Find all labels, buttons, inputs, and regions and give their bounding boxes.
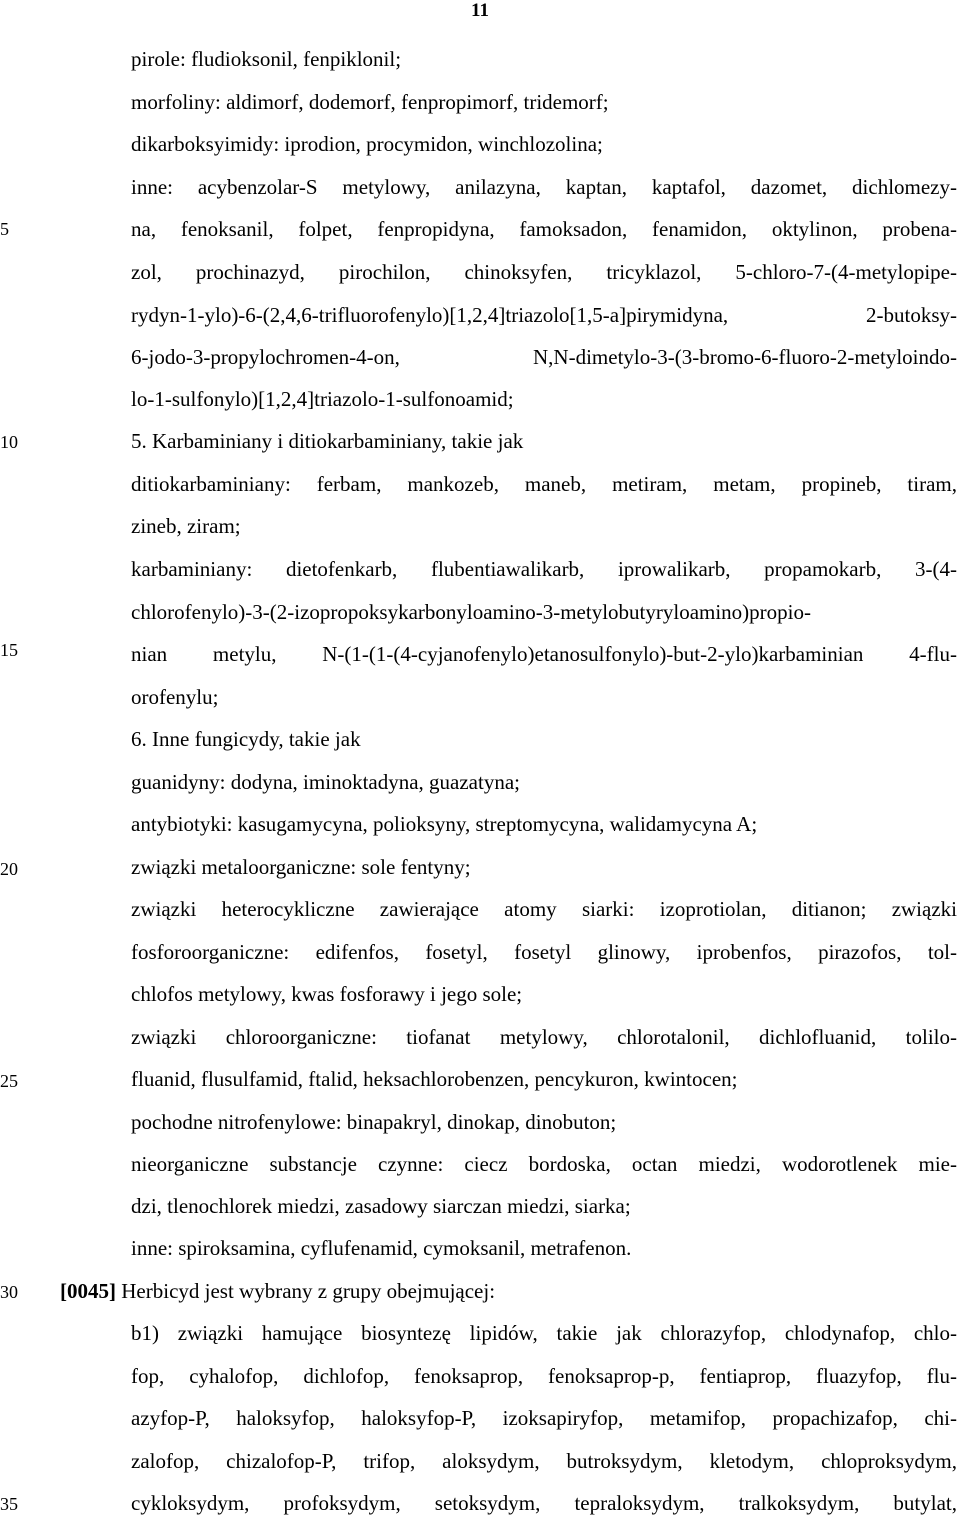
text-line: antybiotyki: kasugamycyna, polioksyny, streptomycyna, walidamycyna A; xyxy=(131,812,758,836)
text-line: ditiokarbaminiany: ferbam, mankozeb, maneb, metiram, metam, propineb, tiram, xyxy=(131,472,957,496)
section-heading: 5. Karbaminiany i ditiokarbaminiany, takie jak xyxy=(131,429,524,453)
text-line: związki heterocykliczne zawierające atomy siarki: izoprotiolan, ditianon; związki xyxy=(131,897,957,921)
text-line: 6-jodo-3-propylochromen-4-on, N,N-dimetylo-3-(3-bromo-6-fluoro-2-metyloindo- xyxy=(131,345,957,369)
paragraph-number: [0045] xyxy=(60,1279,116,1303)
text-line: guanidyny: dodyna, iminoktadyna, guazatyna; xyxy=(131,770,520,794)
text-line: inne: spiroksamina, cyflufenamid, cymoksanil, metrafenon. xyxy=(131,1236,632,1260)
text-line: dzi, tlenochlorek miedzi, zasadowy siarczan miedzi, siarka; xyxy=(131,1194,631,1218)
text-line: zol, prochinazyd, pirochilon, chinoksyfen, tricyklazol, 5-chloro-7-(4-metylopipe- xyxy=(131,260,957,284)
text-line: karbaminiany: dietofenkarb, flubentiawalikarb, iprowalikarb, propamokarb, 3-(4- xyxy=(131,557,957,581)
text-line: morfoliny: aldimorf, dodemorf, fenpropimorf, tridemorf; xyxy=(131,90,609,114)
text-line: orofenylu; xyxy=(131,685,219,709)
text-line: związki metaloorganiczne: sole fentyny; xyxy=(131,855,471,879)
text-line: zalofop, chizalofop-P, trifop, aloksydym, butroksydym, kletodym, chloproksydym, xyxy=(131,1449,957,1473)
text-line: dikarboksyimidy: iprodion, procymidon, winchlozolina; xyxy=(131,132,603,156)
text-line: azyfop-P, haloksyfop, haloksyfop-P, izoksapiryfop, metamifop, propachizafop, chi- xyxy=(131,1406,957,1430)
margin-line-number: 5 xyxy=(0,219,9,239)
text-line: fosforoorganiczne: edifenfos, fosetyl, fosetyl glinowy, iprobenfos, pirazofos, tol- xyxy=(131,940,957,964)
margin-line-number: 20 xyxy=(0,859,18,879)
paragraph-text: Herbicyd jest wybrany z grupy obejmującej: xyxy=(121,1279,496,1303)
text-line: chlorofenylo)-3-(2-izopropoksykarbonyloamino-3-metylobutyryloamino)propio- xyxy=(131,600,811,624)
margin-line-number: 30 xyxy=(0,1282,18,1302)
text-line: chlofos metylowy, kwas fosforawy i jego sole; xyxy=(131,982,523,1006)
margin-line-number: 10 xyxy=(0,432,18,452)
text-line: pochodne nitrofenylowe: binapakryl, dinokap, dinobuton; xyxy=(131,1110,617,1134)
text-line: zineb, ziram; xyxy=(131,514,241,538)
text-line: fop, cyhalofop, dichlofop, fenoksaprop, fenoksaprop-p, fentiaprop, fluazyfop, flu- xyxy=(131,1364,957,1388)
text-line: na, fenoksanil, folpet, fenpropidyna, famoksadon, fenamidon, oktylinon, probena- xyxy=(131,217,957,241)
text-line: fluanid, flusulfamid, ftalid, heksachlorobenzen, pencykuron, kwintocen; xyxy=(131,1067,738,1091)
text-line: związki chloroorganiczne: tiofanat metylowy, chlorotalonil, dichlofluanid, tolilo- xyxy=(131,1025,957,1049)
section-heading: 6. Inne fungicydy, takie jak xyxy=(131,727,361,751)
text-line: cykloksydym, profoksydym, setoksydym, tepraloksydym, tralkoksydym, butylat, xyxy=(131,1491,957,1515)
margin-line-number: 35 xyxy=(0,1494,18,1514)
text-line: nian metylu, N-(1-(1-(4-cyjanofenylo)etanosulfonylo)-but-2-ylo)karbaminian 4-flu- xyxy=(131,642,957,666)
text-line: pirole: fludioksonil, fenpiklonil; xyxy=(131,47,402,71)
page-number: 11 xyxy=(471,0,489,21)
text-line: nieorganiczne substancje czynne: ciecz bordoska, octan miedzi, wodorotlenek mie- xyxy=(131,1152,957,1176)
margin-line-number: 25 xyxy=(0,1071,18,1091)
margin-line-number: 15 xyxy=(0,640,18,660)
text-line: b1) związki hamujące biosyntezę lipidów, takie jak chlorazyfop, chlodynafop, chlo- xyxy=(131,1321,957,1345)
text-line: inne: acybenzolar-S metylowy, anilazyna, kaptan, kaptafol, dazomet, dichlomezy- xyxy=(131,175,957,199)
text-line: rydyn-1-ylo)-6-(2,4,6-trifluorofenylo)[1,2,4]triazolo[1,5-a]pirymidyna, 2-butoksy- xyxy=(131,303,957,327)
text-line: lo-1-sulfonylo)[1,2,4]triazolo-1-sulfonoamid; xyxy=(131,387,514,411)
paragraph-0045 xyxy=(60,1276,957,1306)
